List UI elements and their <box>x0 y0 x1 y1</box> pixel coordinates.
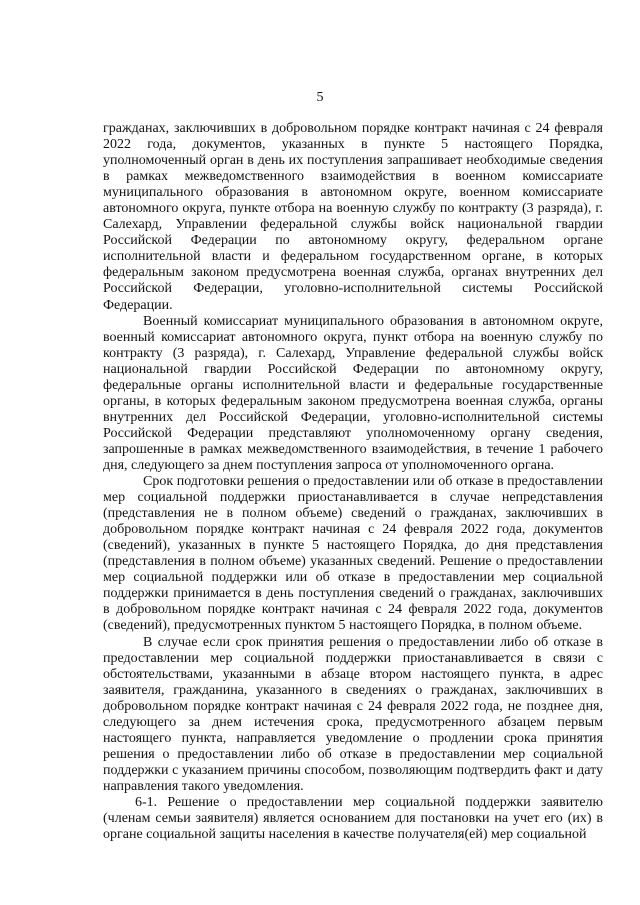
page-number: 5 <box>316 90 324 105</box>
paragraph-decision-deadline: Срок подготовки решения о предоставлении или об отказе в предоставлении мер социальной поддержки приостанавливается в случае непредставления (представления не в полном объеме) сведений о гражданах, заключивших в добровольном порядке контракт начиная с 24 февраля 2022 года, документов (сведений), указанных в пункте 5 настоящего Порядка, до дня представления (представления в полном объеме) указанных сведений. Решение о предоставлении мер социальной поддержки или об отказе в предоставлении мер социальной поддержки принимается в день поступления сведений о гражданах, заключивших в добровольном порядке контракт начиная с 24 февраля 2022 года, документов (сведений), предусмотренных пунктом 5 настоящего Порядка, в полном объеме. <box>103 474 603 634</box>
paragraph-suspension-notice: В случае если срок принятия решения о предоставлении либо об отказе в предоставлении мер социальной поддержки приостанавливается в связи с обстоятельствами, указанными в абзаце втором настоящего пункта, в адрес заявителя, гражданина, указанного в сведениях о гражданах, заключивших в добровольном порядке контракт начиная с 24 февраля 2022 года, не позднее дня, следующего за днем истечения срока, предусмотренного абзацем первым настоящего пункта, направляется уведомление о продлении срока принятия решения о предоставлении либо об отказе в предоставлении мер социальной поддержки с указанием причины способом, позволяющим подтвердить факт и дату направления такого уведомления. <box>103 634 603 794</box>
document-body <box>103 121 603 843</box>
paragraph-military-commissariat: Военный комиссариат муниципального образования в автономном округе, военный комиссариат автономного округа, пункт отбора на военную службу по контракту (3 разряда), г. Салехард, Управление федеральной службы войск национальной гвардии Российской Федерации по автономному округу, федеральные органы исполнительной власти и федеральные государственные органы, в которых федеральным законом предусмотрена военная служба, органы внутренних дел Российской Федерации, уголовно-исполнительной системы Российской Федерации представляют уполномоченному органу сведения, запрошенные в рамках межведомственного взаимодействия, в течение 1 рабочего дня, следующего за днем поступления запроса от уполномоченного органа. <box>103 313 603 473</box>
paragraph-continuation: гражданах, заключивших в добровольном порядке контракт начиная с 24 февраля 2022 года, документов, указанных в пункте 5 настоящего Порядка, уполномоченный орган в день их поступления запрашивает необходимые сведения в рамках межведомственного взаимодействия в военном комиссариате муниципального образования в автономном округе, военном комиссариате автономного округа, пункте отбора на военную службу по контракту (3 разряда), г. Салехард, Управлении федеральной службы войск национальной гвардии Российской Федерации по автономному округу, федеральном органе исполнительной власти и федеральном государственном органе, в которых федеральным законом предусмотрена военная служба, органах внутренних дел Российской Федерации, уголовно-исполнительной системы Российской Федерации. <box>103 121 603 313</box>
paragraph-6-1: 6-1. Решение о предоставлении мер социальной поддержки заявителю (членам семьи заявителя) является основанием для постановки на учет его (их) в органе социальной защиты населения в качестве получателя(ей) мер социальной <box>103 794 603 843</box>
